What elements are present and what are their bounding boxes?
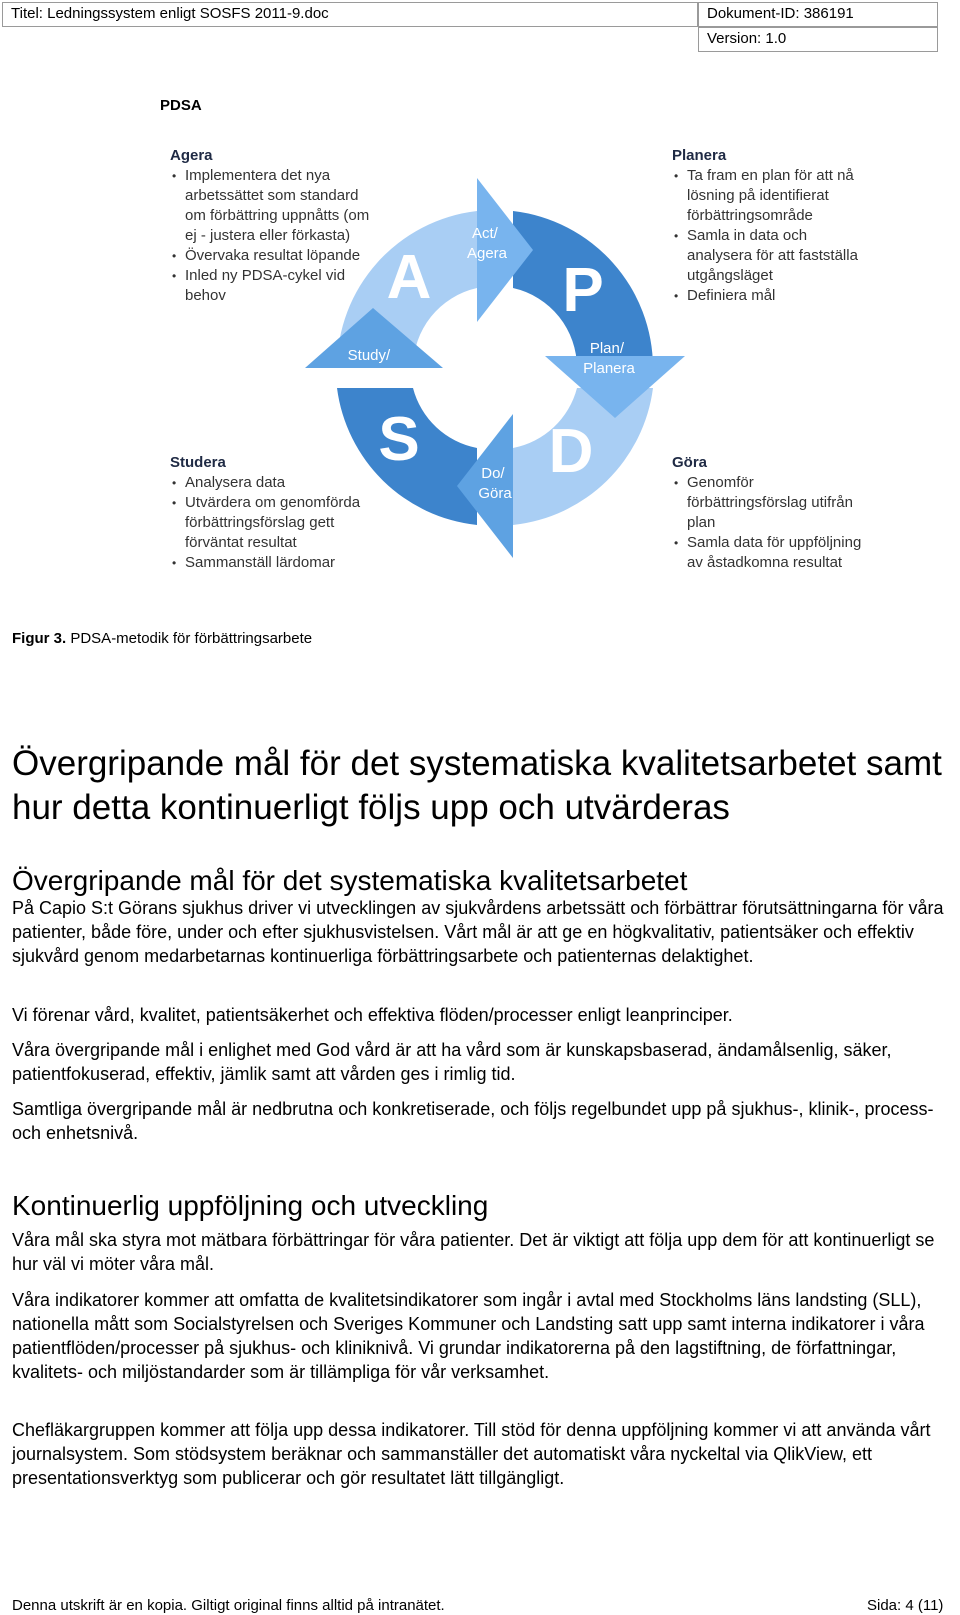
cycle-letter-s: S [378, 405, 420, 474]
cycle-label-plan: Plan/ Planera [583, 340, 635, 377]
phase-planera [672, 146, 872, 306]
list-item: • Genomför förbättringsförslag utifrån plan [672, 473, 872, 533]
cycle-label-act: Act/ Agera [466, 225, 508, 262]
figure-label: PDSA [160, 97, 202, 114]
phase-planera-title: Planera [672, 147, 727, 164]
list-item: • Analysera data [170, 473, 370, 493]
phase-planera-list [672, 166, 872, 306]
list-item: • Implementera det nya arbetssättet som standard om förbättring uppnåtts (om ej - justera eller förkasta) [170, 166, 370, 246]
main-heading: Övergripande mål för det systematiska kvalitetsarbetet samt hur detta kontinuerligt följs upp och utvärderas [12, 744, 942, 827]
document-title: Titel: Ledningssystem enligt SOSFS 2011-9.doc [2, 2, 698, 27]
list-item: • Samla in data och analysera för att fastställa utgångsläget [672, 226, 872, 286]
figure-caption-label: Figur 3. [12, 630, 67, 647]
list-item: • Utvärdera om genomförda förbättringsförslag gett förväntat resultat [170, 493, 370, 553]
cycle-letter-p: P [562, 256, 604, 325]
paragraph: Våra indikatorer kommer att omfatta de kvalitetsindikatorer som ingår i avtal med Stockholms läns landsting (SLL), nationella mått som Socialstyrelsen och Sveriges Kommuner och Landsting satt upp samt interna indikatorer i våra patientflöden/processer på sjukhus- och kliniknivå. Vi grundar indikatorerna på den lagstiftning, de författningar, kvalitets- och miljöstandarder som är tillämpliga för vår verksamhet. [12, 1290, 925, 1382]
cycle-label-study: Study/ Studera [344, 347, 398, 384]
figure-caption-text: PDSA-metodik för förbättringsarbete [70, 630, 313, 647]
paragraph: På Capio S:t Görans sjukhus driver vi utvecklingen av sjukvårdens arbetssätt och förbättrar förutsättningarna för våra patienter, både före, under och efter sjukhusvistelsen. Vårt mål är att ge en högkvalitativ, patientsäker och effektiv sjukvård genom medarbetarnas kontinuerliga förbättringsarbete och patienternas delaktighet. [12, 898, 944, 966]
phase-gora [672, 453, 872, 573]
cycle-letter-d: D [548, 417, 594, 486]
figure-caption [12, 630, 312, 647]
list-item: • Definiera mål [672, 286, 872, 306]
paragraph: Chefläkargruppen kommer att följa upp dessa indikatorer. Till stöd för denna uppföljning kommer vi att använda vårt journalsystem. Som stödsystem beräknar och sammanställer det automatiskt våra nyckeltal via QlikView, ett presentationsverktyg som publicerar och gör resultatet lätt tillgängligt. [12, 1420, 931, 1488]
paragraph: Samtliga övergripande mål är nedbrutna och konkretiserade, och följs regelbundet upp på sjukhus-, klinik-, process- och enhetsnivå. [12, 1099, 934, 1143]
cycle-letter-a: A [386, 243, 432, 312]
list-item: • Sammanställ lärdomar [170, 553, 370, 573]
section-heading: Övergripande mål för det systematiska kvalitetsarbetet [12, 865, 688, 896]
pdsa-cycle-diagram [305, 178, 685, 558]
list-item: • Inled ny PDSA-cykel vid behov [170, 266, 370, 306]
document-id: Dokument-ID: 386191 [698, 2, 938, 27]
list-item: • Ta fram en plan för att nå lösning på identifierat förbättringsområde [672, 166, 872, 226]
paragraph: Vi förenar vård, kvalitet, patientsäkerhet och effektiva flöden/processer enligt leanprinciper. [12, 1005, 733, 1025]
page-number: Sida: 4 (11) [867, 1597, 944, 1614]
footer-notice: Denna utskrift är en kopia. Giltigt original finns alltid på intranätet. [12, 1597, 445, 1614]
list-item: • Övervaka resultat löpande [170, 246, 370, 266]
paragraph: Våra övergripande mål i enlighet med God vård är att ha vård som är kunskapsbaserad, ändamålsenlig, säker, patientfokuserad, effektiv, jämlik samt att vården ges i rimlig tid. [12, 1040, 892, 1084]
list-item: • Samla data för uppföljning av åstadkomna resultat [672, 533, 872, 573]
section-heading: Kontinuerlig uppföljning och utveckling [12, 1190, 489, 1221]
paragraph: Våra mål ska styra mot mätbara förbättringar för våra patienter. Det är viktigt att följa upp dem för att kontinuerligt se hur väl vi möter våra mål. [12, 1230, 935, 1274]
phase-gora-title: Göra [672, 454, 708, 471]
document-version: Version: 1.0 [698, 27, 938, 52]
phase-studera-title: Studera [170, 454, 226, 471]
phase-gora-list [672, 473, 872, 573]
phase-agera-title: Agera [170, 147, 213, 164]
cycle-label-do: Do/ Göra [478, 465, 512, 502]
